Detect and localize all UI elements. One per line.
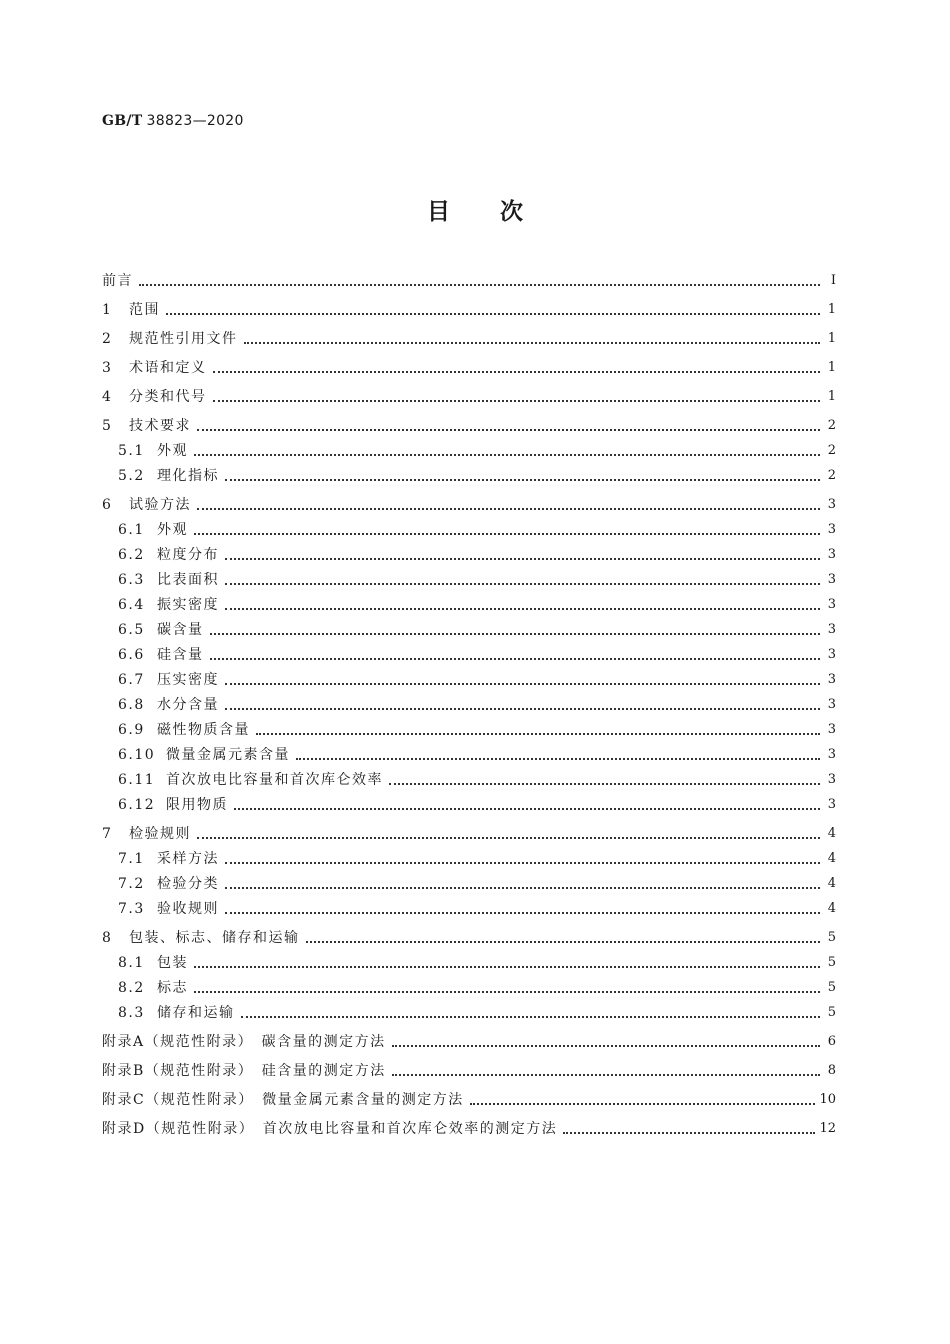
toc-entry-page: 4 bbox=[827, 876, 836, 891]
toc-entry-page: 1 bbox=[827, 360, 836, 375]
toc-entry-label bbox=[102, 442, 188, 460]
dot-leader bbox=[256, 732, 820, 735]
dot-leader bbox=[197, 507, 820, 510]
toc-entry[interactable] bbox=[102, 272, 836, 290]
toc-entry-label bbox=[102, 796, 228, 814]
toc-entry[interactable] bbox=[102, 359, 836, 377]
toc-entry[interactable] bbox=[102, 875, 836, 893]
dot-leader bbox=[225, 911, 820, 914]
toc-entry-text: 比表面积 bbox=[157, 572, 219, 588]
toc-entry[interactable] bbox=[102, 417, 836, 435]
toc-entry-text: 压实密度 bbox=[157, 672, 219, 688]
dot-leader bbox=[210, 657, 821, 660]
dot-leader bbox=[166, 312, 820, 315]
dot-leader bbox=[213, 370, 821, 373]
toc-entry-page: 2 bbox=[827, 468, 836, 483]
toc-entry-page: 3 bbox=[827, 722, 836, 737]
toc-entry[interactable] bbox=[102, 1004, 836, 1022]
toc-entry-label bbox=[102, 825, 191, 843]
toc-entry-page: 8 bbox=[827, 1063, 836, 1078]
toc-entry-number: 8.3 bbox=[118, 1005, 145, 1021]
toc-entry[interactable] bbox=[102, 900, 836, 918]
toc-entry-text: 储存和运输 bbox=[157, 1005, 235, 1021]
toc-entry-number: 2 bbox=[102, 331, 113, 347]
toc-entry[interactable] bbox=[102, 546, 836, 564]
dot-leader bbox=[234, 807, 820, 810]
toc-entry-number: 6.7 bbox=[118, 672, 145, 688]
dot-leader bbox=[563, 1131, 815, 1134]
dot-leader bbox=[194, 532, 820, 535]
dot-leader bbox=[225, 682, 820, 685]
toc-entry-label bbox=[102, 875, 219, 893]
toc-entry[interactable] bbox=[102, 596, 836, 614]
toc-entry-text: 检验分类 bbox=[157, 876, 219, 892]
toc-entry-number: 6.11 bbox=[118, 772, 156, 788]
dot-leader bbox=[197, 836, 820, 839]
toc-entry[interactable] bbox=[102, 771, 836, 789]
toc-entry-text: 包装、标志、储存和运输 bbox=[129, 930, 300, 946]
dot-leader bbox=[139, 283, 820, 286]
toc-entry-label bbox=[102, 1033, 386, 1051]
toc-entry-page: 5 bbox=[827, 980, 836, 995]
toc-entry-page: 5 bbox=[827, 1005, 836, 1020]
toc-entry-text: 附录B（规范性附录） 硅含量的测定方法 bbox=[102, 1063, 386, 1079]
toc-entry[interactable] bbox=[102, 979, 836, 997]
toc-entry-number: 7.2 bbox=[118, 876, 145, 892]
toc-entry-text: 振实密度 bbox=[157, 597, 219, 613]
toc-entry[interactable] bbox=[102, 746, 836, 764]
toc-entry-text: 分类和代号 bbox=[129, 389, 207, 405]
toc-entry[interactable] bbox=[102, 571, 836, 589]
toc-entry-text: 附录A（规范性附录） 碳含量的测定方法 bbox=[102, 1034, 386, 1050]
toc-entry-text: 磁性物质含量 bbox=[157, 722, 250, 738]
toc-entry-page: 3 bbox=[827, 797, 836, 812]
toc-entry-text: 验收规则 bbox=[157, 901, 219, 917]
toc-entry-page: 1 bbox=[827, 302, 836, 317]
toc-entry-number: 6.2 bbox=[118, 547, 145, 563]
toc-entry-number: 6.10 bbox=[118, 747, 156, 763]
toc-entry-label bbox=[102, 496, 191, 514]
toc-entry-page: 4 bbox=[827, 901, 836, 916]
toc-entry[interactable] bbox=[102, 1120, 836, 1138]
toc-entry-page: 3 bbox=[827, 572, 836, 587]
toc-entry[interactable] bbox=[102, 1091, 836, 1109]
toc-entry-text: 理化指标 bbox=[157, 468, 219, 484]
toc-entry-text: 包装 bbox=[157, 955, 188, 971]
toc-entry-label bbox=[102, 721, 250, 739]
toc-entry-number: 5.2 bbox=[118, 468, 145, 484]
toc-entry-text: 附录C（规范性附录） 微量金属元素含量的测定方法 bbox=[102, 1092, 464, 1108]
toc-entry-page: 4 bbox=[827, 851, 836, 866]
toc-entry-text: 检验规则 bbox=[129, 826, 191, 842]
toc-entry-page: 3 bbox=[827, 672, 836, 687]
dot-leader bbox=[296, 757, 820, 760]
toc-entry[interactable] bbox=[102, 796, 836, 814]
toc-entry-number: 7 bbox=[102, 826, 113, 842]
toc-entry[interactable] bbox=[102, 696, 836, 714]
toc-entry[interactable] bbox=[102, 954, 836, 972]
toc-entry[interactable] bbox=[102, 850, 836, 868]
toc-entry-label bbox=[102, 521, 188, 539]
toc-entry-text: 硅含量 bbox=[157, 647, 204, 663]
toc-entry-page: 3 bbox=[827, 597, 836, 612]
toc-entry-number: 8.2 bbox=[118, 980, 145, 996]
toc-entry-text: 碳含量 bbox=[157, 622, 204, 638]
toc-entry-label bbox=[102, 746, 290, 764]
toc-entry-number: 7.1 bbox=[118, 851, 145, 867]
toc-entry-label bbox=[102, 954, 188, 972]
dot-leader bbox=[213, 399, 821, 402]
toc-entry-text: 标志 bbox=[157, 980, 188, 996]
toc-entry[interactable] bbox=[102, 442, 836, 460]
toc-entry-text: 前言 bbox=[102, 273, 133, 289]
toc-entry-label bbox=[102, 467, 219, 485]
toc-entry-label bbox=[102, 646, 204, 664]
toc-entry-label bbox=[102, 696, 219, 714]
toc-entry-text: 限用物质 bbox=[166, 797, 228, 813]
toc-entry-number: 6 bbox=[102, 497, 113, 513]
toc-entry-page: 3 bbox=[827, 522, 836, 537]
dot-leader bbox=[389, 782, 820, 785]
toc-entry[interactable] bbox=[102, 388, 836, 406]
dot-leader bbox=[392, 1073, 820, 1076]
toc-entry-page: 3 bbox=[827, 772, 836, 787]
toc-entry-number: 6.9 bbox=[118, 722, 145, 738]
toc-entry-number: 8 bbox=[102, 930, 113, 946]
dot-leader bbox=[225, 478, 820, 481]
toc-entry-number: 6.4 bbox=[118, 597, 145, 613]
toc-entry[interactable] bbox=[102, 929, 836, 947]
dot-leader bbox=[241, 1015, 821, 1018]
toc-entry-text: 外观 bbox=[157, 522, 188, 538]
toc-entry-text: 试验方法 bbox=[129, 497, 191, 513]
toc-entry-text: 范围 bbox=[129, 302, 160, 318]
toc-entry-page: 10 bbox=[819, 1092, 836, 1107]
toc-entry-label bbox=[102, 272, 133, 290]
dot-leader bbox=[194, 453, 820, 456]
table-of-contents bbox=[102, 272, 836, 1138]
dot-leader bbox=[194, 965, 820, 968]
toc-entry-label bbox=[102, 979, 188, 997]
toc-entry-label bbox=[102, 301, 160, 319]
toc-entry-page: 3 bbox=[827, 697, 836, 712]
standard-code bbox=[102, 113, 244, 129]
toc-entry-label bbox=[102, 900, 219, 918]
toc-entry-label bbox=[102, 330, 238, 348]
toc-entry-page: 12 bbox=[819, 1121, 836, 1136]
dot-leader bbox=[225, 861, 820, 864]
toc-entry-text: 附录D（规范性附录） 首次放电比容量和首次库仑效率的测定方法 bbox=[102, 1121, 558, 1137]
toc-entry-page: 2 bbox=[827, 418, 836, 433]
toc-entry-page: 5 bbox=[827, 930, 836, 945]
toc-entry-number: 6.1 bbox=[118, 522, 145, 538]
standard-prefix: GB/T bbox=[102, 113, 143, 129]
toc-entry-text: 粒度分布 bbox=[157, 547, 219, 563]
toc-entry-page: 4 bbox=[827, 826, 836, 841]
toc-entry-text: 术语和定义 bbox=[129, 360, 207, 376]
dot-leader bbox=[225, 607, 820, 610]
toc-entry-label bbox=[102, 850, 219, 868]
toc-entry-label bbox=[102, 621, 204, 639]
toc-entry-label bbox=[102, 1120, 557, 1138]
toc-entry[interactable] bbox=[102, 621, 836, 639]
toc-entry-label bbox=[102, 1091, 464, 1109]
dot-leader bbox=[194, 990, 820, 993]
toc-entry-page: 3 bbox=[827, 647, 836, 662]
toc-entry-page: 5 bbox=[827, 955, 836, 970]
toc-entry-label bbox=[102, 417, 191, 435]
toc-title: 目次 bbox=[427, 199, 573, 225]
toc-entry-label bbox=[102, 1062, 386, 1080]
toc-entry-page: 1 bbox=[827, 331, 836, 346]
toc-entry[interactable] bbox=[102, 671, 836, 689]
toc-entry-page: 1 bbox=[827, 389, 836, 404]
toc-entry-label bbox=[102, 929, 300, 947]
dot-leader bbox=[306, 940, 821, 943]
toc-entry-text: 水分含量 bbox=[157, 697, 219, 713]
toc-entry-number: 6.6 bbox=[118, 647, 145, 663]
toc-entry-number: 5.1 bbox=[118, 443, 145, 459]
toc-entry[interactable] bbox=[102, 1033, 836, 1051]
toc-entry-text: 外观 bbox=[157, 443, 188, 459]
dot-leader bbox=[225, 707, 820, 710]
toc-entry[interactable] bbox=[102, 721, 836, 739]
toc-entry-number: 8.1 bbox=[118, 955, 145, 971]
toc-entry-label bbox=[102, 388, 207, 406]
toc-entry-page: Ⅰ bbox=[830, 273, 836, 288]
toc-entry[interactable] bbox=[102, 301, 836, 319]
dot-leader bbox=[225, 582, 820, 585]
toc-entry[interactable] bbox=[102, 330, 836, 348]
toc-entry[interactable] bbox=[102, 825, 836, 843]
toc-entry-page: 3 bbox=[827, 547, 836, 562]
toc-entry-label bbox=[102, 771, 383, 789]
toc-entry-page: 3 bbox=[827, 622, 836, 637]
toc-entry-label bbox=[102, 1004, 235, 1022]
toc-entry-number: 3 bbox=[102, 360, 113, 376]
toc-entry-number: 5 bbox=[102, 418, 113, 434]
toc-entry[interactable] bbox=[102, 467, 836, 485]
toc-entry-page: 3 bbox=[827, 497, 836, 512]
toc-entry-text: 首次放电比容量和首次库仑效率 bbox=[166, 772, 383, 788]
toc-entry[interactable] bbox=[102, 521, 836, 539]
toc-entry-label bbox=[102, 546, 219, 564]
toc-entry-number: 6.5 bbox=[118, 622, 145, 638]
toc-entry[interactable] bbox=[102, 646, 836, 664]
toc-entry[interactable] bbox=[102, 1062, 836, 1080]
dot-leader bbox=[210, 632, 821, 635]
toc-entry-text: 采样方法 bbox=[157, 851, 219, 867]
toc-entry-text: 技术要求 bbox=[129, 418, 191, 434]
toc-entry[interactable] bbox=[102, 496, 836, 514]
toc-entry-label bbox=[102, 571, 219, 589]
dot-leader bbox=[244, 341, 821, 344]
toc-entry-label bbox=[102, 671, 219, 689]
dot-leader bbox=[225, 557, 820, 560]
toc-entry-number: 6.12 bbox=[118, 797, 156, 813]
toc-entry-page: 6 bbox=[827, 1034, 836, 1049]
toc-entry-number: 6.8 bbox=[118, 697, 145, 713]
toc-entry-label bbox=[102, 359, 207, 377]
toc-entry-page: 2 bbox=[827, 443, 836, 458]
toc-entry-number: 7.3 bbox=[118, 901, 145, 917]
toc-entry-label bbox=[102, 596, 219, 614]
dot-leader bbox=[197, 428, 820, 431]
dot-leader bbox=[392, 1044, 820, 1047]
toc-entry-text: 微量金属元素含量 bbox=[166, 747, 290, 763]
standard-number: 38823—2020 bbox=[146, 113, 244, 129]
dot-leader bbox=[470, 1102, 816, 1105]
dot-leader bbox=[225, 886, 820, 889]
toc-entry-number: 1 bbox=[102, 302, 113, 318]
toc-entry-page: 3 bbox=[827, 747, 836, 762]
toc-entry-number: 4 bbox=[102, 389, 113, 405]
toc-entry-text: 规范性引用文件 bbox=[129, 331, 238, 347]
toc-entry-number: 6.3 bbox=[118, 572, 145, 588]
